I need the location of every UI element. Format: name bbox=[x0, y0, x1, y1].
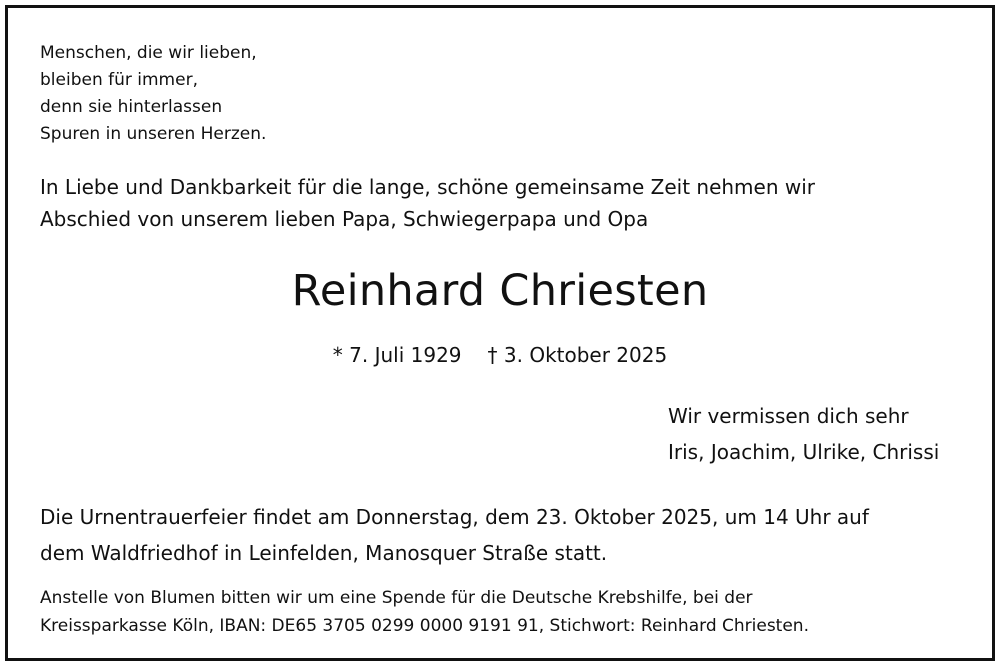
poem-line: Spuren in unseren Herzen. bbox=[40, 124, 267, 144]
intro-line: In Liebe und Dankbarkeit für die lange, schöne gemeinsame Zeit nehmen wir bbox=[40, 175, 816, 199]
mourners-block bbox=[668, 398, 939, 470]
service-line: dem Waldfriedhof in Leinfelden, Manosquer Straße statt. bbox=[40, 541, 608, 565]
life-dates bbox=[8, 343, 992, 367]
mourners-message: Wir vermissen dich sehr bbox=[668, 404, 909, 428]
poem-line: Menschen, die wir lieben, bbox=[40, 43, 257, 63]
poem bbox=[40, 40, 266, 148]
deceased-name: Reinhard Chriesten bbox=[291, 266, 709, 316]
poem-line: denn sie hinterlassen bbox=[40, 97, 223, 117]
intro-line: Abschied von unserem lieben Papa, Schwiegerpapa und Opa bbox=[40, 207, 649, 231]
birth-date: * 7. Juli 1929 bbox=[332, 343, 462, 367]
death-date: † 3. Oktober 2025 bbox=[487, 343, 668, 367]
donation-line: Kreissparkasse Köln, IBAN: DE65 3705 0299 0000 9191 91, Stichwort: Reinhard Chriesten. bbox=[40, 616, 809, 636]
intro-text bbox=[40, 171, 815, 235]
donation-line: Anstelle von Blumen bitten wir um eine Spende für die Deutsche Krebshilfe, bei der bbox=[40, 588, 753, 608]
poem-line: bleiben für immer, bbox=[40, 70, 198, 90]
service-info bbox=[40, 499, 965, 571]
obituary-frame bbox=[5, 5, 995, 661]
donation-info bbox=[40, 584, 809, 640]
service-line: Die Urnentrauerfeier findet am Donnerstag, dem 23. Oktober 2025, um 14 Uhr auf bbox=[40, 505, 869, 529]
mourners-names: Iris, Joachim, Ulrike, Chrissi bbox=[668, 440, 940, 464]
